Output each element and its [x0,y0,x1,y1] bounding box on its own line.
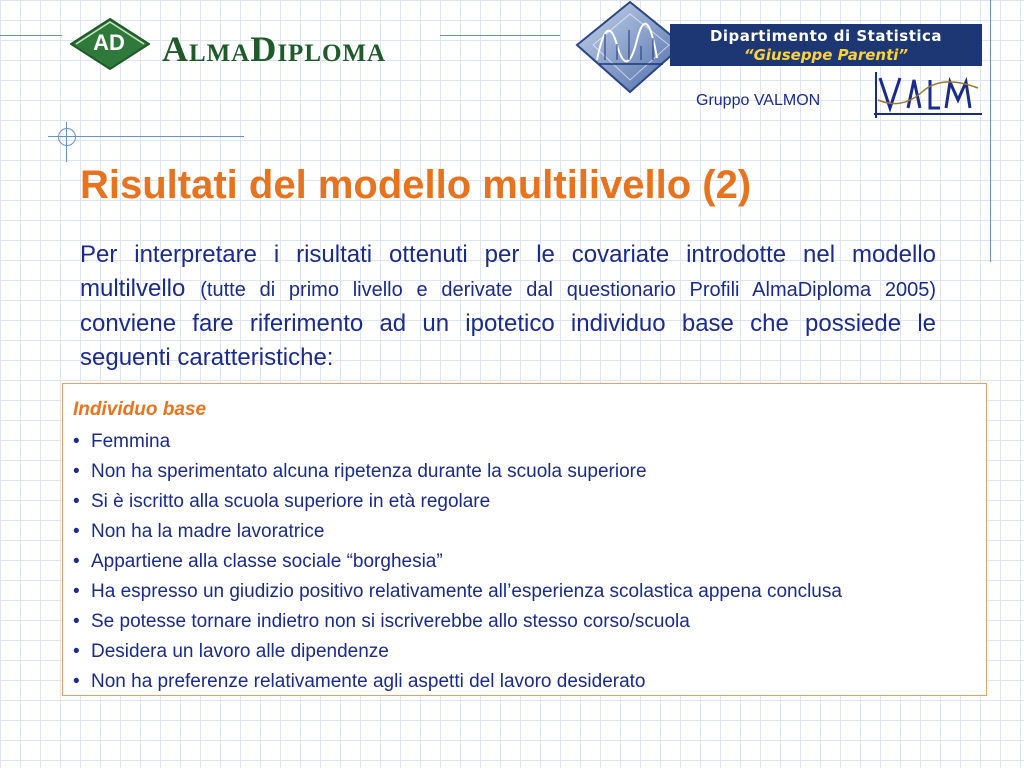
list-item [73,457,986,487]
left-guide-rule [48,136,244,137]
list-item-text: Desidera un lavoro alle dipendenze [91,641,389,662]
list-item-text: Ha espresso un giudizio positivo relativamente all’esperienza scolastica appena conclusa [91,581,842,602]
statistics-department-banner [670,24,982,66]
valmon-logo-icon [872,70,984,120]
list-item-text: Non ha sperimentato alcuna ripetenza durante la scuola superiore [91,461,647,482]
bullet-icon: • [73,611,80,632]
bullet-icon: • [73,521,80,542]
list-item [73,667,986,697]
bullet-icon: • [73,551,80,572]
list-item [73,547,986,577]
list-item-text: Non ha preferenze relativamente agli aspetti del lavoro desiderato [91,671,646,692]
list-item [73,637,986,667]
almadiploma-badge-text: AD [93,30,125,55]
intro-text-part2: conviene fare riferimento ad un ipotetico individuo base che possiede le seguenti caratteristiche: [80,310,936,371]
almadiploma-logo [70,18,440,70]
intro-paragraph [80,238,936,375]
right-guide-vertical [990,0,991,262]
dept-name: Dipartimento di Statistica [709,27,943,45]
list-item [73,487,986,517]
bullet-icon: • [73,491,80,512]
box-heading: Individuo base [73,399,207,420]
list-item [73,517,986,547]
top-left-rule [0,35,62,36]
list-item-text: Appartiene alla classe sociale “borghesia” [91,551,443,572]
intro-text-note: (tutte di primo livello e derivate dal questionario Profili AlmaDiploma 2005) [200,279,937,301]
base-individual-box [62,383,987,696]
list-item [73,577,986,607]
guide-circle [58,128,76,146]
list-item-text: Si è iscritto alla scuola superiore in età regolare [91,491,491,512]
bullet-icon: • [73,641,80,662]
slide-title: Risultati del modello multilivello (2) [80,163,752,207]
top-mid-rule [440,35,560,36]
bullet-icon: • [73,461,80,482]
bullet-icon: • [73,581,80,602]
valmon-label: Gruppo VALMON [696,92,821,109]
list-item [73,607,986,637]
characteristics-list [73,427,986,697]
list-item-text: Se potesse tornare indietro non si iscriverebbe allo stesso corso/scuola [91,611,690,632]
list-item [73,427,986,457]
intro-text-part1: Per interpretare i risultati ottenuti per le covariate introdotte nel modello multilvello [80,241,936,302]
bullet-icon: • [73,431,80,452]
list-item-text: Non ha la madre lavoratrice [91,521,325,542]
dept-subname: “Giuseppe Parenti” [743,46,909,64]
bullet-icon: • [73,671,80,692]
almadiploma-name: AlmaDiploma [162,29,387,69]
list-item-text: Femmina [91,431,171,452]
